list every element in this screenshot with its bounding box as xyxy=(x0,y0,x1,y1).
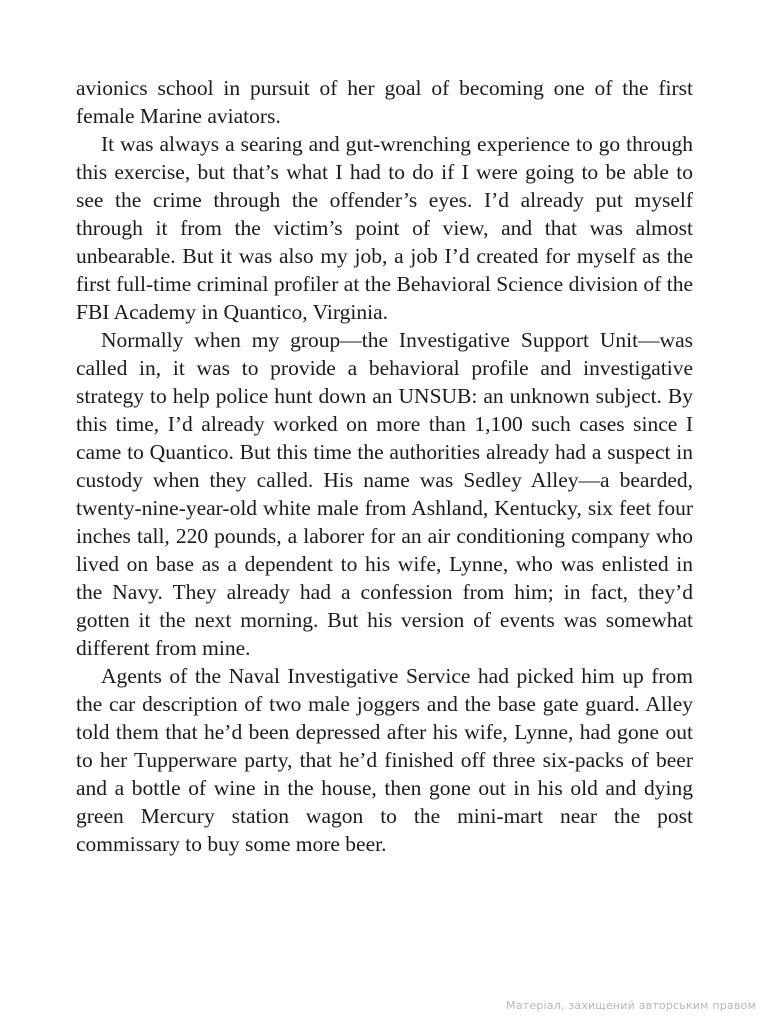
paragraph-searing-experience: It was always a searing and gut-wrenching experience to go through this exercise, but that’s what I had to do if I were going to be able to see the crime through the offender’s eyes. I’d already put myself through it from the victim’s point of view, and that was almost unbearable. But it was also my job, a job I’d created for myself as the first full-time criminal profiler at the Behavioral Science division of the FBI Academy in Quantico, Virginia. xyxy=(76,132,693,324)
paragraph-naval-investigative-service: Agents of the Naval Investigative Service had picked him up from the car description of two male joggers and the base gate guard. Alley told them that he’d been depressed after his wife, Lynne, had gone out to her Tupperware party, that he’d finished off three six-packs of beer and a bottle of wine in the house, then gone out in his old and dying green Mercury station wagon to the mini-mart near the post commissary to buy some more beer. xyxy=(76,664,693,856)
paragraph-investigative-support-unit: Normally when my group—the Investigative Support Unit—was called in, it was to provide a behavioral profile and investigative strategy to help police hunt down an UNSUB: an unknown subject. By this time, I’d already worked on more than 1,100 such cases since I came to Quantico. But this time the authorities already had a suspect in custody when they called. His name was Sedley Alley—a bearded, twenty-nine-year-old white male from Ashland, Kentucky, six feet four inches tall, 220 pounds, a laborer for an air conditioning company who lived on base as a dependent to his wife, Lynne, who was enlisted in the Navy. They already had a confession from him; in fact, they’d gotten it the next morning. But his version of events was somewhat different from mine. xyxy=(76,328,693,660)
page-text-block xyxy=(76,74,693,858)
copyright-watermark: Матеріал, захищений авторським правом xyxy=(506,999,756,1012)
paragraph-continuation: avionics school in pursuit of her goal of becoming one of the first female Marine aviators. xyxy=(76,76,693,128)
